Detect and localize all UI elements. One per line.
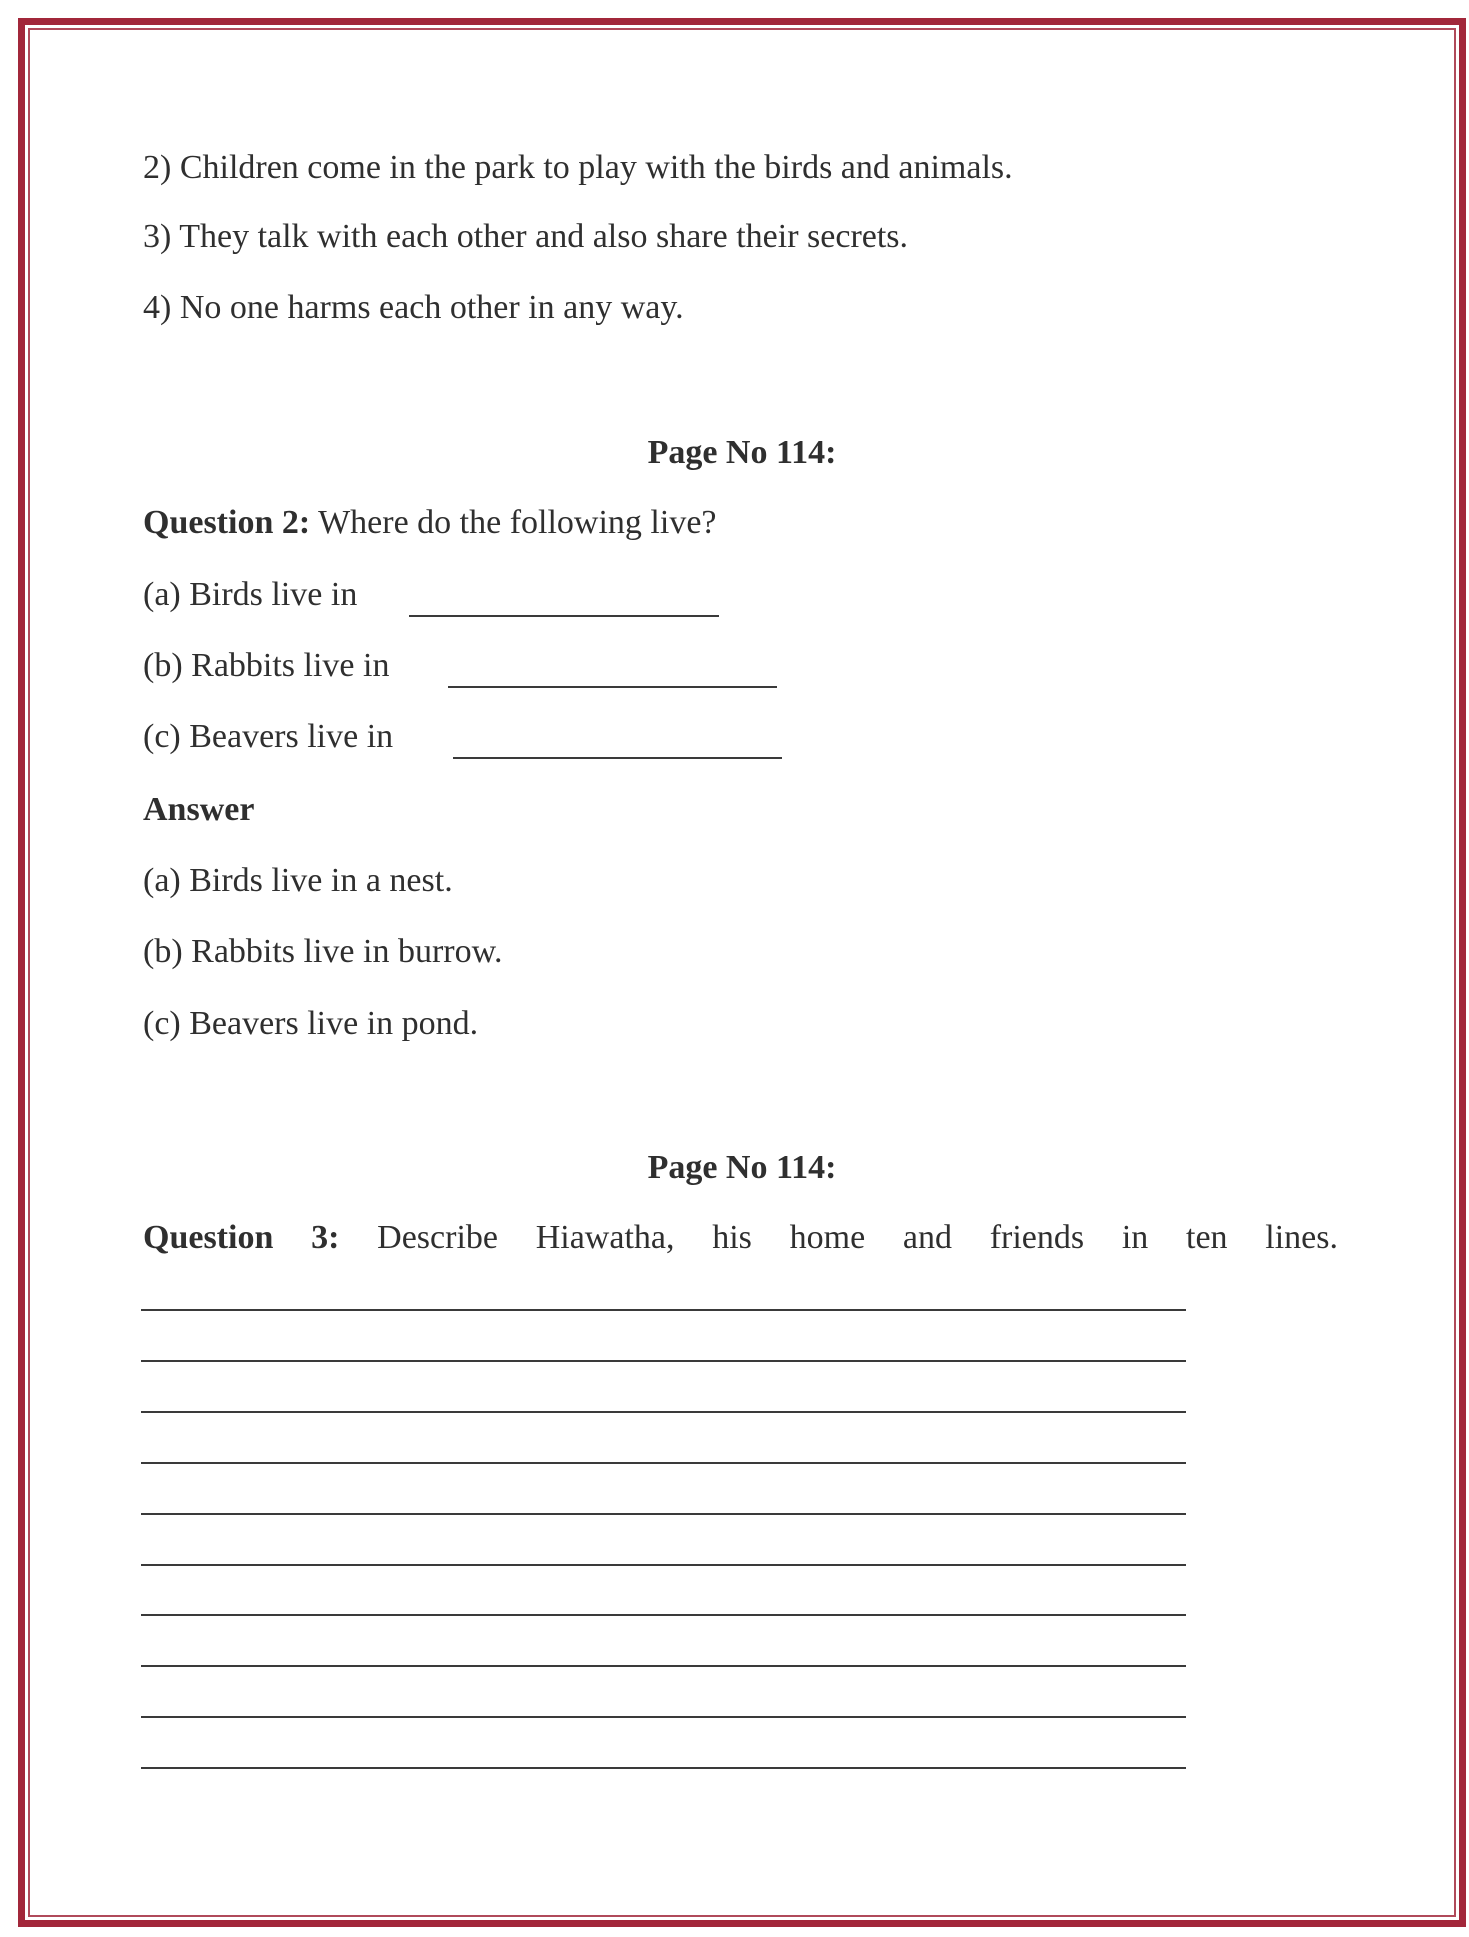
question-2-text: Where do the following live? [310,504,717,541]
answer-rule-3[interactable] [141,1411,1186,1413]
answer-rule-1[interactable] [141,1309,1186,1311]
blank-line-b[interactable] [448,686,777,688]
blank-line-c[interactable] [453,757,782,759]
page-heading-1: Page No 114: [647,434,837,471]
blank-line-a[interactable] [409,615,719,617]
answer-line-4: 4) No one harms each other in any way. [143,289,684,326]
question-3-label: Question 3: [143,1219,340,1256]
answer-line-3: 3) They talk with each other and also share their secrets. [143,218,909,255]
answer-rule-10[interactable] [141,1767,1186,1769]
question-3-text: Describe Hiawatha, his home and friends in ten lines. [339,1219,1339,1256]
answer-rule-4[interactable] [141,1462,1186,1464]
answer-rule-2[interactable] [141,1360,1186,1362]
answer-rule-8[interactable] [141,1665,1186,1667]
answer-a: (a) Birds live in a nest. [143,862,453,899]
answer-heading: Answer [143,791,255,828]
question-3 [143,1221,1338,1255]
question-2-label: Question 2: [143,504,311,541]
answer-c: (c) Beavers live in pond. [143,1005,479,1042]
fill-blank-c: (c) Beavers live in [143,718,394,755]
question-2 [143,506,717,540]
fill-blank-a: (a) Birds live in [143,576,358,613]
page-heading-2: Page No 114: [647,1149,837,1186]
answer-line-2: 2) Children come in the park to play with the birds and animals. [143,149,1013,186]
answer-rule-5[interactable] [141,1513,1186,1515]
answer-rule-9[interactable] [141,1716,1186,1718]
answer-rule-7[interactable] [141,1614,1186,1616]
fill-blank-b: (b) Rabbits live in [143,647,390,684]
answer-b: (b) Rabbits live in burrow. [143,933,503,970]
answer-rule-6[interactable] [141,1564,1186,1566]
